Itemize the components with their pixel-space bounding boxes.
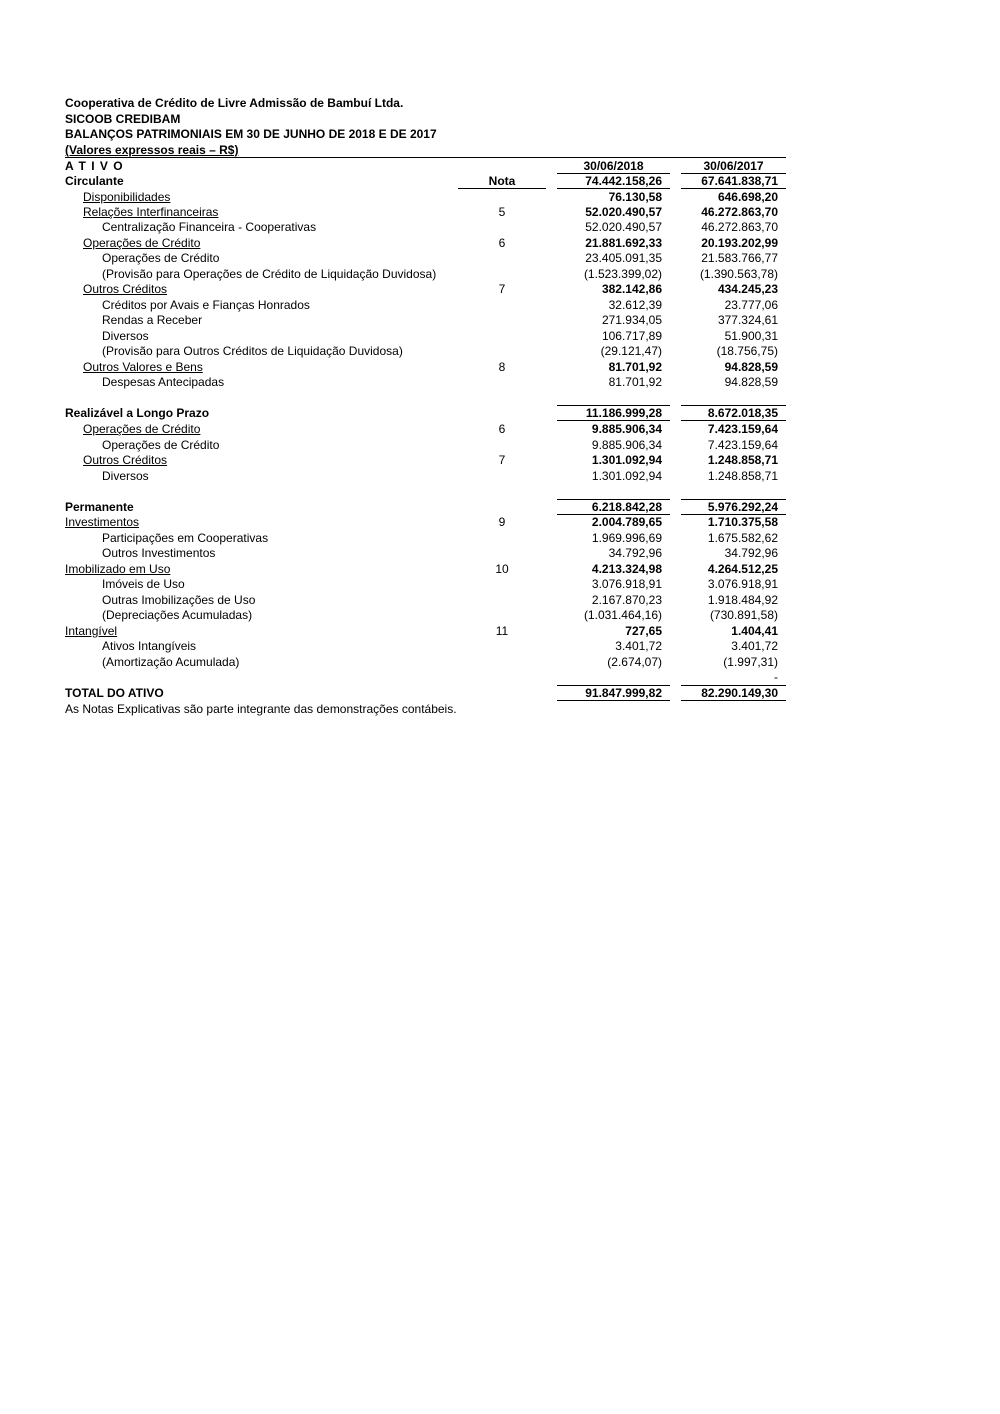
divider <box>557 173 670 174</box>
row-label: Participações em Cooperativas <box>102 531 269 545</box>
value-2017: 1.248.858,71 <box>707 453 778 467</box>
header-rule <box>65 157 786 158</box>
value-2018: 32.612,39 <box>608 298 662 312</box>
table-row <box>0 267 1000 283</box>
table-row <box>0 531 1000 547</box>
report-units: (Valores expressos reais – R$) <box>65 143 239 157</box>
table-row <box>0 670 1000 686</box>
row-label: TOTAL DO ATIVO <box>65 686 164 700</box>
table-row <box>0 562 1000 578</box>
value-2018: 3.076.918,91 <box>591 577 662 591</box>
company-name: Cooperativa de Crédito de Livre Admissão de Bambuí Ltda. <box>65 96 404 110</box>
report-title: BALANÇOS PATRIMONIAIS EM 30 DE JUNHO DE 2018 E DE 2017 <box>65 127 437 141</box>
table-row <box>0 577 1000 593</box>
row-nota: 5 <box>498 205 506 219</box>
value-2018: 52.020.490,57 <box>585 220 662 234</box>
value-2018: 9.885.906,34 <box>591 438 662 452</box>
divider <box>681 685 786 686</box>
row-label: Circulante <box>65 174 124 188</box>
table-row <box>0 624 1000 640</box>
value-2018: 3.401,72 <box>615 639 662 653</box>
table-row <box>0 220 1000 236</box>
row-nota: 7 <box>498 282 506 296</box>
value-2018: (2.674,07) <box>607 655 662 669</box>
table-row <box>0 453 1000 469</box>
table-row <box>0 593 1000 609</box>
divider <box>681 514 786 515</box>
row-nota: 6 <box>498 422 506 436</box>
divider <box>557 420 670 421</box>
value-2018: 106.717,89 <box>601 329 662 343</box>
row-nota: 11 <box>495 624 509 638</box>
value-2017: 1.710.375,58 <box>707 515 778 529</box>
row-label: (Provisão para Outros Créditos de Liquidação Duvidosa) <box>102 344 403 358</box>
value-2017: - <box>774 670 778 684</box>
divider <box>681 173 786 174</box>
row-label: Investimentos <box>65 515 140 529</box>
row-nota: 9 <box>498 515 506 529</box>
row-label: Outros Créditos <box>83 282 168 296</box>
column-header-2018: 30/06/2018 <box>583 159 644 173</box>
row-label: Centralização Financeira - Cooperativas <box>102 220 317 234</box>
row-label: Créditos por Avais e Fianças Honrados <box>102 298 310 312</box>
value-2018: (1.031.464,16) <box>583 608 662 622</box>
table-row <box>0 655 1000 671</box>
value-2017: (730.891,58) <box>709 608 778 622</box>
value-2018: 9.885.906,34 <box>591 422 662 436</box>
table-row <box>0 251 1000 267</box>
table-row <box>0 375 1000 391</box>
divider <box>681 420 786 421</box>
row-label: Operações de Crédito <box>83 236 201 250</box>
row-label: Realizável a Longo Prazo <box>65 406 210 420</box>
value-2018: 74.442.158,26 <box>585 174 662 188</box>
table-row <box>0 686 1000 702</box>
value-2017: 3.076.918,91 <box>707 577 778 591</box>
column-header-2017: 30/06/2017 <box>703 159 764 173</box>
value-2017: 8.672.018,35 <box>707 406 778 420</box>
divider <box>681 405 786 406</box>
value-2017: 23.777,06 <box>724 298 778 312</box>
value-2018: 382.142,86 <box>601 282 662 296</box>
value-2018: 21.881.692,33 <box>585 236 662 250</box>
value-2018: 2.167.870,23 <box>591 593 662 607</box>
value-2018: 76.130,58 <box>608 190 662 204</box>
value-2017: 3.401,72 <box>731 639 778 653</box>
divider <box>557 405 670 406</box>
value-2017: 46.272.863,70 <box>701 220 778 234</box>
value-2018: 4.213.324,98 <box>591 562 662 576</box>
divider <box>557 188 670 189</box>
value-2018: 727,65 <box>625 624 662 638</box>
row-nota: 6 <box>498 236 506 250</box>
row-label: Operações de Crédito <box>102 251 220 265</box>
divider <box>557 700 670 701</box>
value-2017: 7.423.159,64 <box>707 438 778 452</box>
table-row <box>0 469 1000 485</box>
value-2017: (1.997,31) <box>723 655 778 669</box>
row-label: Intangível <box>65 624 118 638</box>
row-label: Outros Valores e Bens <box>83 360 203 374</box>
value-2017: 1.675.582,62 <box>707 531 778 545</box>
row-label: Relações Interfinanceiras <box>83 205 219 219</box>
table-row <box>0 639 1000 655</box>
row-label: Imobilizado em Uso <box>65 562 171 576</box>
value-2017: 646.698,20 <box>717 190 778 204</box>
table-row <box>0 236 1000 252</box>
row-label: (Provisão para Operações de Crédito de Liquidação Duvidosa) <box>102 267 437 281</box>
table-row <box>0 515 1000 531</box>
value-2018: 91.847.999,82 <box>585 686 662 700</box>
row-label: (Amortização Acumulada) <box>102 655 240 669</box>
nota-column-header: Nota <box>488 174 516 188</box>
value-2017: 434.245,23 <box>717 282 778 296</box>
value-2018: 271.934,05 <box>601 313 662 327</box>
value-2017: 67.641.838,71 <box>701 174 778 188</box>
value-2017: 4.264.512,25 <box>707 562 778 576</box>
value-2018: (1.523.399,02) <box>583 267 662 281</box>
row-label: Diversos <box>102 469 149 483</box>
value-2018: (29.121,47) <box>600 344 662 358</box>
value-2017: 46.272.863,70 <box>701 205 778 219</box>
value-2018: 1.301.092,94 <box>591 469 662 483</box>
table-row <box>0 313 1000 329</box>
table-row <box>0 608 1000 624</box>
divider <box>557 499 670 500</box>
table-row <box>0 438 1000 454</box>
divider <box>681 499 786 500</box>
value-2018: 34.792,96 <box>608 546 662 560</box>
table-row <box>0 422 1000 438</box>
row-nota: 8 <box>498 360 506 374</box>
value-2018: 1.301.092,94 <box>591 453 662 467</box>
divider <box>681 188 786 189</box>
value-2017: 94.828,59 <box>724 360 778 374</box>
value-2018: 11.186.999,28 <box>585 406 662 420</box>
value-2018: 81.701,92 <box>608 360 662 374</box>
value-2017: 34.792,96 <box>724 546 778 560</box>
row-label: Outros Créditos <box>83 453 168 467</box>
table-row <box>0 205 1000 221</box>
row-label: Diversos <box>102 329 149 343</box>
value-2017: 5.976.292,24 <box>707 500 778 514</box>
value-2017: 51.900,31 <box>724 329 778 343</box>
company-short-name: SICOOB CREDIBAM <box>65 112 181 126</box>
table-row <box>0 500 1000 516</box>
value-2018: 1.969.996,69 <box>591 531 662 545</box>
value-2018: 2.004.789,65 <box>591 515 662 529</box>
row-label: (Depreciações Acumuladas) <box>102 608 253 622</box>
section-title: A T I V O <box>65 159 124 173</box>
table-row <box>0 329 1000 345</box>
value-2017: 20.193.202,99 <box>701 236 778 250</box>
value-2018: 6.218.842,28 <box>591 500 662 514</box>
table-row <box>0 406 1000 422</box>
row-label: Operações de Crédito <box>102 438 220 452</box>
row-label: Imóveis de Uso <box>102 577 185 591</box>
table-row <box>0 360 1000 376</box>
value-2017: 1.918.484,92 <box>707 593 778 607</box>
divider <box>557 514 670 515</box>
value-2018: 23.405.091,35 <box>585 251 662 265</box>
row-label: Operações de Crédito <box>83 422 201 436</box>
table-row <box>0 546 1000 562</box>
value-2017: 377.324,61 <box>717 313 778 327</box>
value-2017: 1.248.858,71 <box>707 469 778 483</box>
row-label: Permanente <box>65 500 134 514</box>
row-label: Disponibilidades <box>83 190 171 204</box>
value-2017: 94.828,59 <box>724 375 778 389</box>
value-2017: (18.756,75) <box>716 344 778 358</box>
row-label: Outras Imobilizações de Uso <box>102 593 256 607</box>
value-2017: 7.423.159,64 <box>707 422 778 436</box>
divider <box>557 685 670 686</box>
row-label: Despesas Antecipadas <box>102 375 225 389</box>
divider <box>681 700 786 701</box>
row-nota: 7 <box>498 453 506 467</box>
value-2017: 82.290.149,30 <box>701 686 778 700</box>
footnote: As Notas Explicativas são parte integrante das demonstrações contábeis. <box>65 702 457 716</box>
table-row <box>0 282 1000 298</box>
value-2018: 52.020.490,57 <box>585 205 662 219</box>
table-row <box>0 190 1000 206</box>
value-2017: 1.404,41 <box>731 624 778 638</box>
value-2017: (1.390.563,78) <box>699 267 778 281</box>
row-label: Ativos Intangíveis <box>102 639 197 653</box>
table-row <box>0 344 1000 360</box>
table-row <box>0 298 1000 314</box>
row-label: Rendas a Receber <box>102 313 203 327</box>
value-2018: 81.701,92 <box>608 375 662 389</box>
row-nota: 10 <box>495 562 509 576</box>
value-2017: 21.583.766,77 <box>701 251 778 265</box>
row-label: Outros Investimentos <box>102 546 216 560</box>
